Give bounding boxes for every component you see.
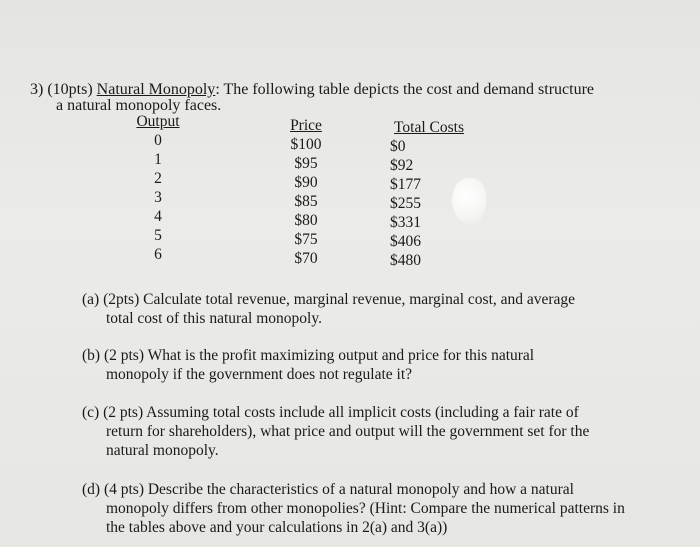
total-costs-cell: $480 xyxy=(390,252,421,269)
price-cell: $100 xyxy=(290,136,322,153)
output-cell: 4 xyxy=(154,208,162,225)
price-cell: $90 xyxy=(294,174,318,191)
part-a-line1: (a) (2pts) Calculate total revenue, marginal revenue, marginal cost, and average xyxy=(82,291,576,308)
glare-smudge xyxy=(452,178,486,224)
part-b-line1: (b) (2 pts) What is the profit maximizing output and price for this natural xyxy=(82,347,535,364)
part-a-rest: total cost of this natural monopoly. xyxy=(106,310,322,327)
output-cell: 6 xyxy=(154,246,162,263)
part-c-rest: return for shareholders), what price and output will the government set for the natural monopoly. xyxy=(106,423,590,459)
total-costs-cell: $177 xyxy=(390,176,421,193)
output-column xyxy=(128,112,188,264)
total-costs-cell: $0 xyxy=(390,138,406,155)
price-cell: $80 xyxy=(294,212,318,229)
question-points: (10pts) xyxy=(47,81,93,98)
question-number: 3) xyxy=(30,81,44,98)
output-cell: 3 xyxy=(154,189,162,206)
price-cell: $95 xyxy=(294,155,318,172)
output-cell: 2 xyxy=(154,170,162,187)
part-b-rest: monopoly if the government does not regulate it? xyxy=(106,366,413,383)
price-header: Price xyxy=(290,117,322,134)
output-cell: 1 xyxy=(154,151,162,168)
part-c xyxy=(82,403,627,460)
total-costs-cell: $406 xyxy=(390,233,421,250)
output-header: Output xyxy=(136,113,180,130)
price-cell: $85 xyxy=(294,193,318,210)
part-d-line1: (d) (4 pts) Describe the characteristics of a natural monopoly and how a natural xyxy=(82,481,574,498)
price-column xyxy=(276,116,336,268)
part-a xyxy=(82,290,642,328)
question-topic: Natural Monopoly xyxy=(96,81,216,98)
part-d xyxy=(82,480,627,537)
price-cell: $75 xyxy=(294,231,318,248)
part-c-line1: (c) (2 pts) Assuming total costs include all implicit costs (including a fair rate of xyxy=(82,404,579,421)
total-costs-header: Total Costs xyxy=(394,119,464,136)
total-costs-cell: $255 xyxy=(390,195,421,212)
output-cell: 0 xyxy=(154,132,162,149)
total-costs-cell: $331 xyxy=(390,214,421,231)
price-cell: $70 xyxy=(294,250,318,267)
question-intro-line1: : The following table depicts the cost and demand structure xyxy=(215,81,595,98)
total-costs-cell: $92 xyxy=(390,157,414,174)
part-d-rest: monopoly differs from other monopolies? (Hint: Compare the numerical patterns in the tables above and your calculations in 2(a) and 3(a)) xyxy=(106,500,625,536)
question-intro-line2: a natural monopoly faces. xyxy=(56,97,222,114)
output-cell: 5 xyxy=(154,227,162,244)
part-b xyxy=(82,346,642,384)
